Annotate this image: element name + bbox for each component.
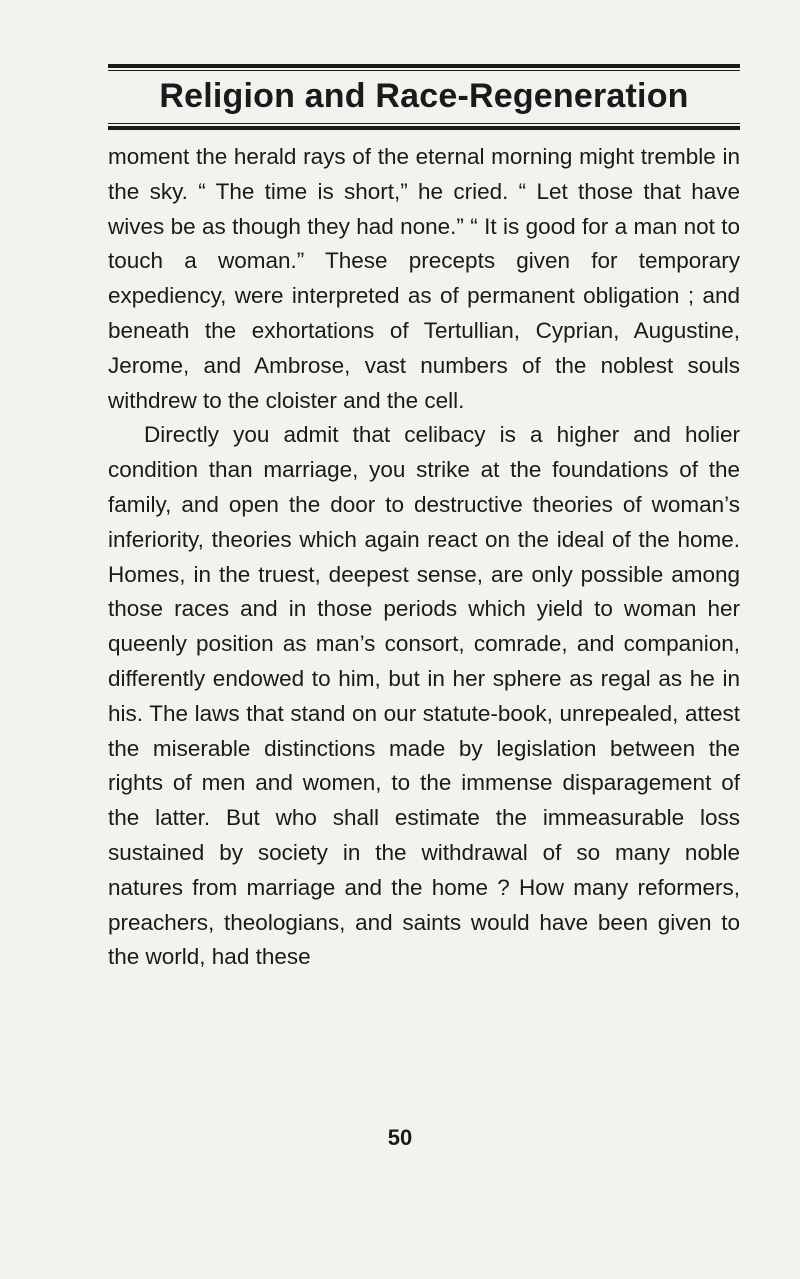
- bottom-rule-thick: [108, 126, 740, 130]
- paragraph: Directly you admit that celibacy is a higher and holier condition than marriage, you strike at the foundations of the family, and open the door to destructive theories of woman’s inferiority, theories which again react on the ideal of the home. Homes, in the truest, deepest sense, are only possible among those races and in those periods which yield to woman her queenly position as man’s consort, comrade, and companion, differently endowed to him, but in her sphere as regal as he in his. The laws that stand on our statute-book, unrepealed, attest the miserable distinctions made by legislation between the rights of men and women, to the immense disparagement of the latter. But who shall estimate the immeasurable loss sustained by society in the withdrawal of so many noble natures from marriage and the home ? How many reformers, preachers, theologians, and saints would have been given to the world, had these: [108, 422, 740, 970]
- bottom-rule-thin: [108, 123, 740, 124]
- paragraph-continued: moment the herald rays of the eternal morning might tremble in the sky. “ The time is short,” he cried. “ Let those that have wives be as though they had none.” “ It is good for a man not to touch a woman.” These precepts given for temporary expediency, were interpreted as of permanent obligation ; and beneath the exhortations of Tertullian, Cyprian, Augustine, Jerome, and Ambrose, vast numbers of the noblest souls withdrew to the cloister and the cell.: [108, 144, 740, 413]
- page-number: 50: [387, 1125, 413, 1150]
- top-rule-thick: [108, 64, 740, 68]
- body-text: [108, 140, 740, 975]
- running-head: [108, 64, 740, 130]
- running-head-title: Religion and Race-Regeneration: [159, 77, 689, 115]
